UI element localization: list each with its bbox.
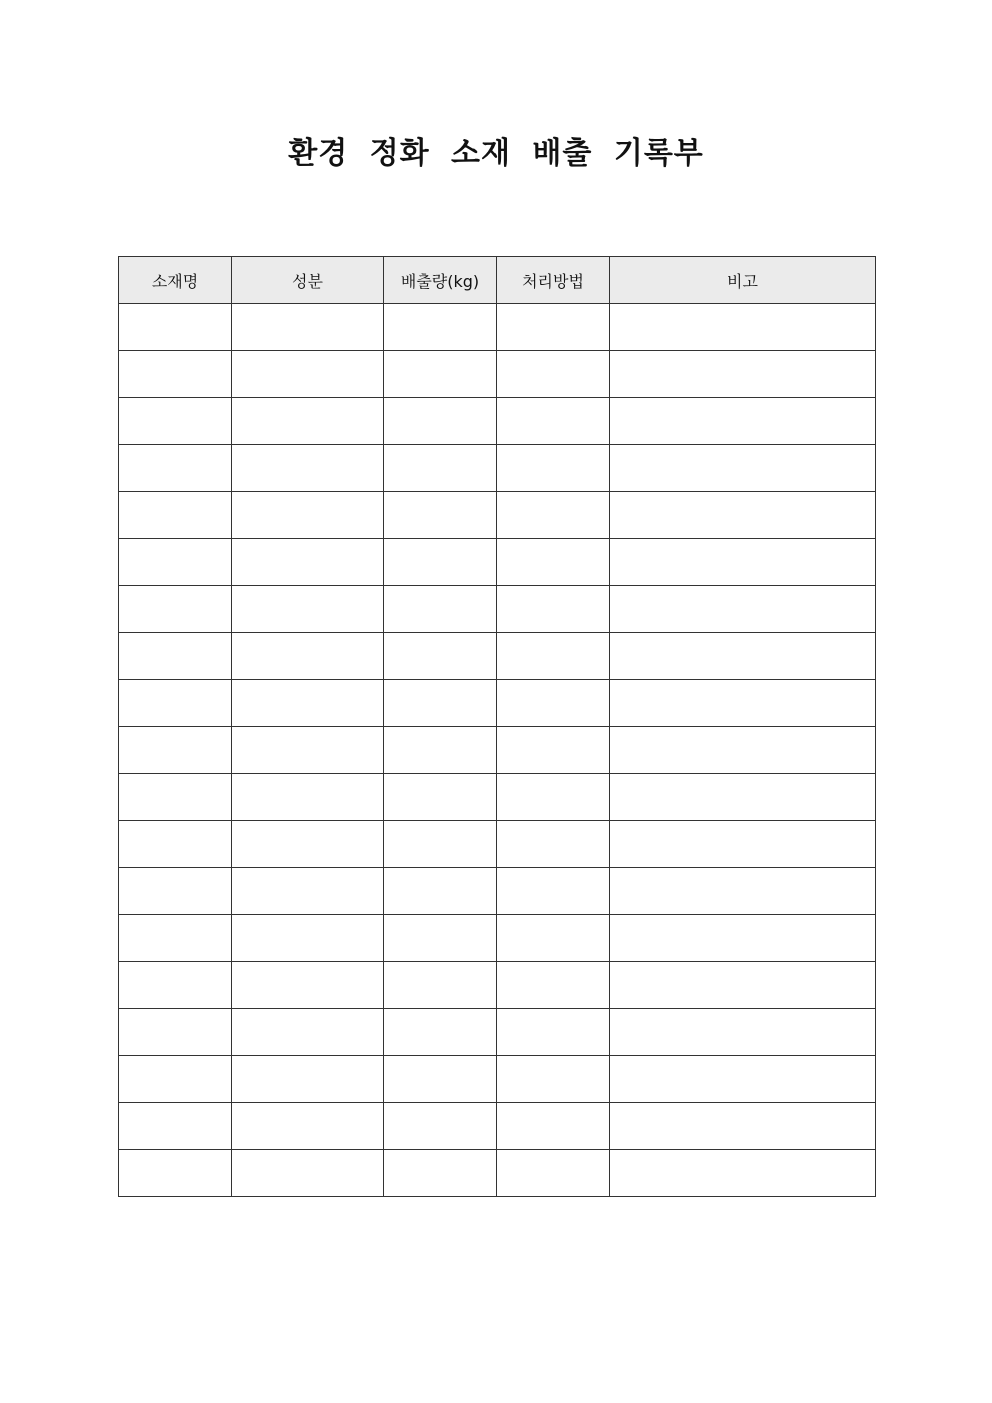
cell-component[interactable] bbox=[232, 492, 384, 539]
cell-material-name[interactable] bbox=[119, 962, 232, 1009]
table-row bbox=[119, 915, 876, 962]
cell-treatment-method[interactable] bbox=[497, 962, 610, 1009]
cell-emission-amount[interactable] bbox=[384, 492, 497, 539]
cell-emission-amount[interactable] bbox=[384, 868, 497, 915]
table-row bbox=[119, 774, 876, 821]
table-row bbox=[119, 586, 876, 633]
cell-remarks[interactable] bbox=[610, 1150, 876, 1197]
cell-component[interactable] bbox=[232, 915, 384, 962]
cell-emission-amount[interactable] bbox=[384, 586, 497, 633]
cell-emission-amount[interactable] bbox=[384, 962, 497, 1009]
cell-component[interactable] bbox=[232, 304, 384, 351]
cell-emission-amount[interactable] bbox=[384, 774, 497, 821]
cell-remarks[interactable] bbox=[610, 1103, 876, 1150]
cell-emission-amount[interactable] bbox=[384, 821, 497, 868]
cell-remarks[interactable] bbox=[610, 633, 876, 680]
cell-material-name[interactable] bbox=[119, 633, 232, 680]
cell-emission-amount[interactable] bbox=[384, 727, 497, 774]
cell-component[interactable] bbox=[232, 351, 384, 398]
cell-emission-amount[interactable] bbox=[384, 680, 497, 727]
table-row bbox=[119, 1150, 876, 1197]
cell-treatment-method[interactable] bbox=[497, 727, 610, 774]
cell-remarks[interactable] bbox=[610, 351, 876, 398]
cell-material-name[interactable] bbox=[119, 1009, 232, 1056]
cell-component[interactable] bbox=[232, 821, 384, 868]
cell-treatment-method[interactable] bbox=[497, 680, 610, 727]
table-row bbox=[119, 492, 876, 539]
cell-remarks[interactable] bbox=[610, 962, 876, 1009]
cell-material-name[interactable] bbox=[119, 727, 232, 774]
cell-material-name[interactable] bbox=[119, 304, 232, 351]
table-row bbox=[119, 445, 876, 492]
cell-remarks[interactable] bbox=[610, 398, 876, 445]
cell-emission-amount[interactable] bbox=[384, 633, 497, 680]
table-row bbox=[119, 304, 876, 351]
table-body bbox=[119, 304, 876, 1197]
header-emission-amount: 배출량(kg) bbox=[384, 257, 497, 304]
emission-record-table bbox=[118, 256, 876, 1197]
cell-material-name[interactable] bbox=[119, 539, 232, 586]
table-header-row bbox=[119, 257, 876, 304]
cell-remarks[interactable] bbox=[610, 445, 876, 492]
table-row bbox=[119, 962, 876, 1009]
table-row bbox=[119, 1103, 876, 1150]
cell-treatment-method[interactable] bbox=[497, 774, 610, 821]
cell-remarks[interactable] bbox=[610, 586, 876, 633]
cell-material-name[interactable] bbox=[119, 1150, 232, 1197]
cell-component[interactable] bbox=[232, 586, 384, 633]
cell-remarks[interactable] bbox=[610, 304, 876, 351]
cell-emission-amount[interactable] bbox=[384, 915, 497, 962]
cell-remarks[interactable] bbox=[610, 821, 876, 868]
cell-component[interactable] bbox=[232, 1056, 384, 1103]
table-row bbox=[119, 821, 876, 868]
cell-emission-amount[interactable] bbox=[384, 539, 497, 586]
cell-emission-amount[interactable] bbox=[384, 445, 497, 492]
cell-remarks[interactable] bbox=[610, 492, 876, 539]
cell-component[interactable] bbox=[232, 539, 384, 586]
table-row bbox=[119, 398, 876, 445]
cell-material-name[interactable] bbox=[119, 586, 232, 633]
cell-treatment-method[interactable] bbox=[497, 1056, 610, 1103]
cell-remarks[interactable] bbox=[610, 1056, 876, 1103]
header-treatment-method: 처리방법 bbox=[497, 257, 610, 304]
table-row bbox=[119, 727, 876, 774]
cell-emission-amount[interactable] bbox=[384, 398, 497, 445]
cell-treatment-method[interactable] bbox=[497, 633, 610, 680]
table-row bbox=[119, 633, 876, 680]
table-row bbox=[119, 868, 876, 915]
cell-treatment-method[interactable] bbox=[497, 1103, 610, 1150]
cell-material-name[interactable] bbox=[119, 915, 232, 962]
cell-emission-amount[interactable] bbox=[384, 1056, 497, 1103]
cell-treatment-method[interactable] bbox=[497, 351, 610, 398]
table-row bbox=[119, 351, 876, 398]
cell-material-name[interactable] bbox=[119, 351, 232, 398]
cell-treatment-method[interactable] bbox=[497, 1009, 610, 1056]
cell-material-name[interactable] bbox=[119, 492, 232, 539]
cell-treatment-method[interactable] bbox=[497, 868, 610, 915]
cell-emission-amount[interactable] bbox=[384, 1009, 497, 1056]
cell-remarks[interactable] bbox=[610, 1009, 876, 1056]
cell-component[interactable] bbox=[232, 962, 384, 1009]
cell-remarks[interactable] bbox=[610, 539, 876, 586]
table-row bbox=[119, 680, 876, 727]
cell-component[interactable] bbox=[232, 445, 384, 492]
cell-treatment-method[interactable] bbox=[497, 492, 610, 539]
cell-treatment-method[interactable] bbox=[497, 821, 610, 868]
cell-material-name[interactable] bbox=[119, 821, 232, 868]
cell-remarks[interactable] bbox=[610, 868, 876, 915]
cell-emission-amount[interactable] bbox=[384, 1150, 497, 1197]
cell-treatment-method[interactable] bbox=[497, 398, 610, 445]
cell-component[interactable] bbox=[232, 1150, 384, 1197]
cell-treatment-method[interactable] bbox=[497, 586, 610, 633]
cell-emission-amount[interactable] bbox=[384, 1103, 497, 1150]
document-title: 환경 정화 소재 배출 기록부 bbox=[288, 136, 704, 171]
cell-component[interactable] bbox=[232, 633, 384, 680]
table-row bbox=[119, 539, 876, 586]
cell-component[interactable] bbox=[232, 398, 384, 445]
cell-remarks[interactable] bbox=[610, 774, 876, 821]
table-row bbox=[119, 1009, 876, 1056]
cell-treatment-method[interactable] bbox=[497, 304, 610, 351]
cell-emission-amount[interactable] bbox=[384, 304, 497, 351]
cell-component[interactable] bbox=[232, 1009, 384, 1056]
cell-treatment-method[interactable] bbox=[497, 1150, 610, 1197]
cell-material-name[interactable] bbox=[119, 1103, 232, 1150]
cell-treatment-method[interactable] bbox=[497, 915, 610, 962]
cell-component[interactable] bbox=[232, 727, 384, 774]
cell-remarks[interactable] bbox=[610, 680, 876, 727]
cell-material-name[interactable] bbox=[119, 1056, 232, 1103]
cell-treatment-method[interactable] bbox=[497, 445, 610, 492]
cell-component[interactable] bbox=[232, 680, 384, 727]
cell-component[interactable] bbox=[232, 1103, 384, 1150]
header-material-name: 소재명 bbox=[119, 257, 232, 304]
cell-material-name[interactable] bbox=[119, 445, 232, 492]
cell-material-name[interactable] bbox=[119, 680, 232, 727]
cell-material-name[interactable] bbox=[119, 774, 232, 821]
cell-treatment-method[interactable] bbox=[497, 539, 610, 586]
header-component: 성분 bbox=[232, 257, 384, 304]
cell-material-name[interactable] bbox=[119, 398, 232, 445]
cell-emission-amount[interactable] bbox=[384, 351, 497, 398]
cell-component[interactable] bbox=[232, 868, 384, 915]
cell-remarks[interactable] bbox=[610, 727, 876, 774]
table-row bbox=[119, 1056, 876, 1103]
cell-component[interactable] bbox=[232, 774, 384, 821]
cell-remarks[interactable] bbox=[610, 915, 876, 962]
header-remarks: 비고 bbox=[610, 257, 876, 304]
cell-material-name[interactable] bbox=[119, 868, 232, 915]
